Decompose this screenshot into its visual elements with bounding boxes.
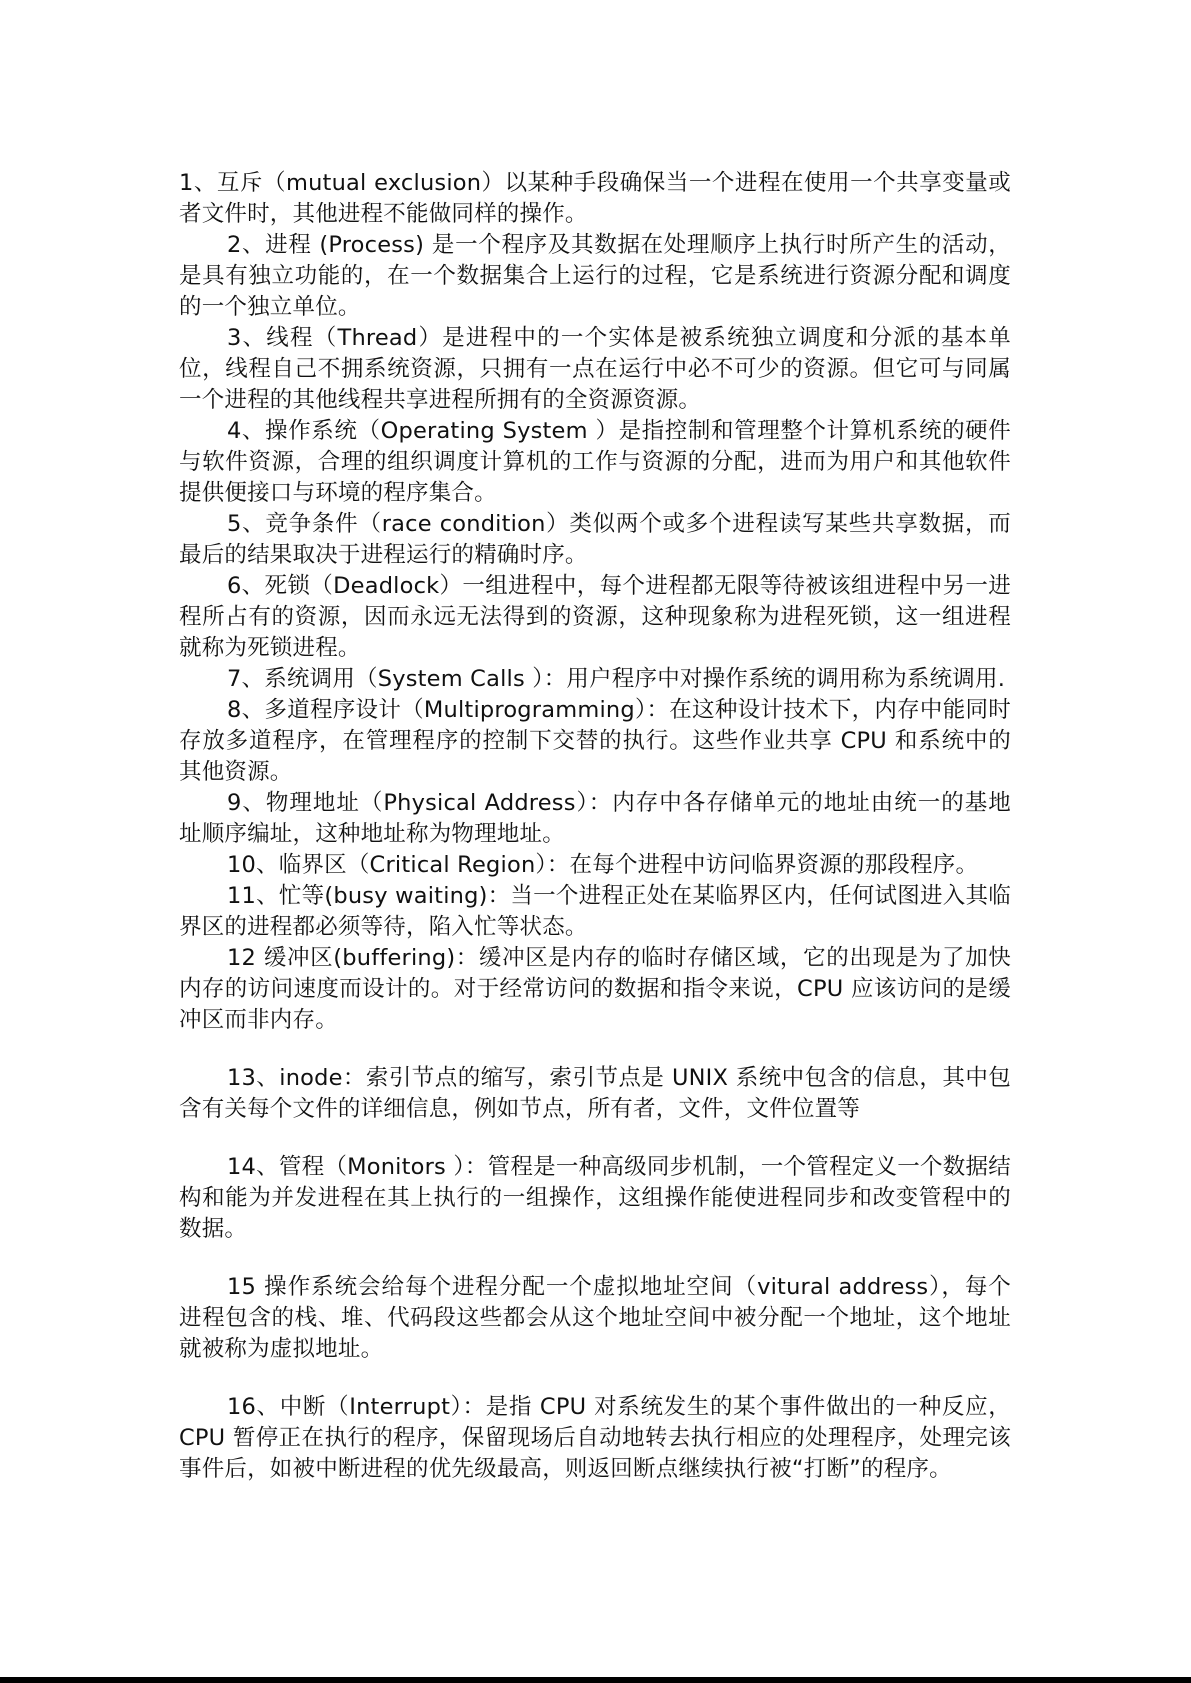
paragraph-1-mutual-exclusion: 1、互斥（mutual exclusion）以某种手段确保当一个进程在使用一个共享变量或者文件时，其他进程不能做同样的操作。 bbox=[179, 170, 1011, 227]
paragraph-14-monitors: 14、管程（Monitors ）：管程是一种高级同步机制，一个管程定义一个数据结构和能为并发进程在其上执行的一组操作，这组操作能使进程同步和改变管程中的数据。 bbox=[179, 1154, 1011, 1242]
paragraph-11-busy-waiting: 11、忙等(busy waiting)：当一个进程正处在某临界区内，任何试图进入其临界区的进程都必须等待，陷入忙等状态。 bbox=[179, 883, 1011, 940]
page-bottom-edge bbox=[0, 1677, 1191, 1683]
paragraph-5-race-condition: 5、竞争条件（race condition）类似两个或多个进程读写某些共享数据，而最后的结果取决于进程运行的精确时序。 bbox=[179, 511, 1011, 568]
paragraph-9-physical-address: 9、物理地址（Physical Address）：内存中各存储单元的地址由统一的基地址顺序编址，这种地址称为物理地址。 bbox=[179, 790, 1011, 847]
paragraph-13-inode: 13、inode：索引节点的缩写，索引节点是 UNIX 系统中包含的信息，其中包含有关每个文件的详细信息，例如节点，所有者，文件，文件位置等 bbox=[179, 1065, 1011, 1122]
paragraph-6-deadlock: 6、死锁（Deadlock）一组进程中，每个进程都无限等待被该组进程中另一进程所占有的资源，因而永远无法得到的资源，这种现象称为进程死锁，这一组进程就称为死锁进程。 bbox=[179, 573, 1011, 661]
paragraph-2-process: 2、进程 (Process) 是一个程序及其数据在处理顺序上执行时所产生的活动，是具有独立功能的，在一个数据集合上运行的过程，它是系统进行资源分配和调度的一个独立单位。 bbox=[179, 232, 1011, 320]
document-body bbox=[179, 168, 1011, 1485]
paragraph-10-critical-region: 10、临界区（Critical Region）：在每个进程中访问临界资源的那段程序。 bbox=[227, 852, 979, 878]
paragraph-7-system-calls: 7、系统调用（System Calls ）：用户程序中对操作系统的调用称为系统调用. bbox=[227, 666, 1006, 692]
paragraph-16-interrupt: 16、中断（Interrupt）：是指 CPU 对系统发生的某个事件做出的一种反应，CPU 暂停正在执行的程序，保留现场后自动地转去执行相应的处理程序，处理完该事件后，如被中断进程的优先级最高，则返回断点继续执行被“打断”的程序。 bbox=[179, 1394, 1011, 1482]
paragraph-15-virtual-address: 15 操作系统会给每个进程分配一个虚拟地址空间（vitural address），每个进程包含的栈、堆、代码段这些都会从这个地址空间中被分配一个地址，这个地址就被称为虚拟地址。 bbox=[179, 1274, 1011, 1362]
paragraph-12-buffering: 12 缓冲区(buffering)：缓冲区是内存的临时存储区域，它的出现是为了加快内存的访问速度而设计的。对于经常访问的数据和指令来说，CPU 应该访问的是缓冲区而非内存。 bbox=[179, 945, 1011, 1033]
paragraph-4-operating-system: 4、操作系统（Operating System ）是指控制和管理整个计算机系统的硬件与软件资源，合理的组织调度计算机的工作与资源的分配，进而为用户和其他软件提供便接口与环境的程序集合。 bbox=[179, 418, 1011, 506]
paragraph-3-thread: 3、线程（Thread）是进程中的一个实体是被系统独立调度和分派的基本单位，线程自己不拥系统资源，只拥有一点在运行中必不可少的资源。但它可与同属一个进程的其他线程共享进程所拥有的全资源资源。 bbox=[179, 325, 1011, 413]
paragraph-8-multiprogramming: 8、多道程序设计（Multiprogramming）：在这种设计技术下，内存中能同时存放多道程序，在管理程序的控制下交替的执行。这些作业共享 CPU 和系统中的其他资源。 bbox=[179, 697, 1011, 785]
